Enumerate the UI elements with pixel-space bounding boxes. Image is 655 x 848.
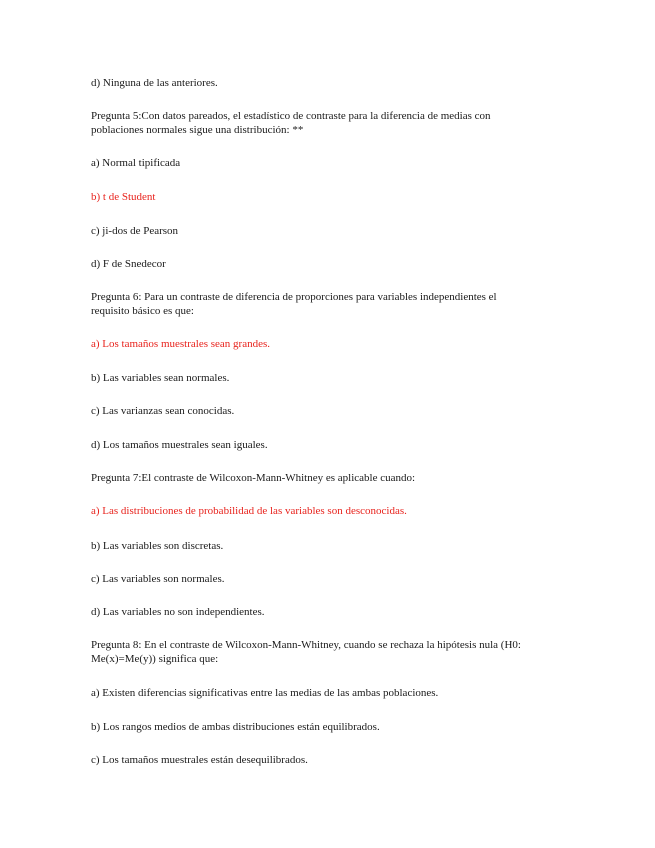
question-8-line-1: Pregunta 8: En el contraste de Wilcoxon-Mann-Whitney, cuando se rechaza la hipótesis nula (H0: xyxy=(91,639,521,651)
answer-option-q6-c: c) Las varianzas sean conocidas. xyxy=(91,405,235,417)
answer-option-q5-b-highlighted: b) t de Student xyxy=(91,191,156,203)
answer-option-q7-c: c) Las variables son normales. xyxy=(91,573,225,585)
answer-option-q8-b: b) Los rangos medios de ambas distribuciones están equilibrados. xyxy=(91,721,380,733)
answer-option-q7-a-highlighted: a) Las distribuciones de probabilidad de las variables son desconocidas. xyxy=(91,505,407,517)
question-6-line-2: requisito básico es que: xyxy=(91,305,194,317)
answer-option-q6-b: b) Las variables sean normales. xyxy=(91,372,230,384)
question-5-line-1: Pregunta 5:Con datos pareados, el estadístico de contraste para la diferencia de medias con xyxy=(91,110,491,122)
question-6-line-1: Pregunta 6: Para un contraste de diferencia de proporciones para variables independientes el xyxy=(91,291,497,303)
answer-option-q5-c: c) ji-dos de Pearson xyxy=(91,225,179,237)
answer-option-q4-d: d) Ninguna de las anteriores. xyxy=(91,77,218,89)
answer-option-q7-d: d) Las variables no son independientes. xyxy=(91,606,265,618)
answer-option-q6-a-highlighted: a) Los tamaños muestrales sean grandes. xyxy=(91,338,270,350)
question-5-line-2: poblaciones normales sigue una distribución: ** xyxy=(91,124,304,136)
answer-option-q6-d: d) Los tamaños muestrales sean iguales. xyxy=(91,439,268,451)
answer-option-q5-a: a) Normal tipificada xyxy=(91,157,181,169)
answer-option-q5-d: d) F de Snedecor xyxy=(91,258,166,270)
answer-option-q8-c: c) Los tamaños muestrales están desequilibrados. xyxy=(91,754,308,766)
question-7-line-1: Pregunta 7:El contraste de Wilcoxon-Mann-Whitney es aplicable cuando: xyxy=(91,472,416,484)
answer-option-q7-b: b) Las variables son discretas. xyxy=(91,540,224,552)
answer-option-q8-a: a) Existen diferencias significativas entre las medias de las ambas poblaciones. xyxy=(91,687,439,699)
question-8-line-2: Me(x)=Me(y)) significa que: xyxy=(91,653,219,665)
